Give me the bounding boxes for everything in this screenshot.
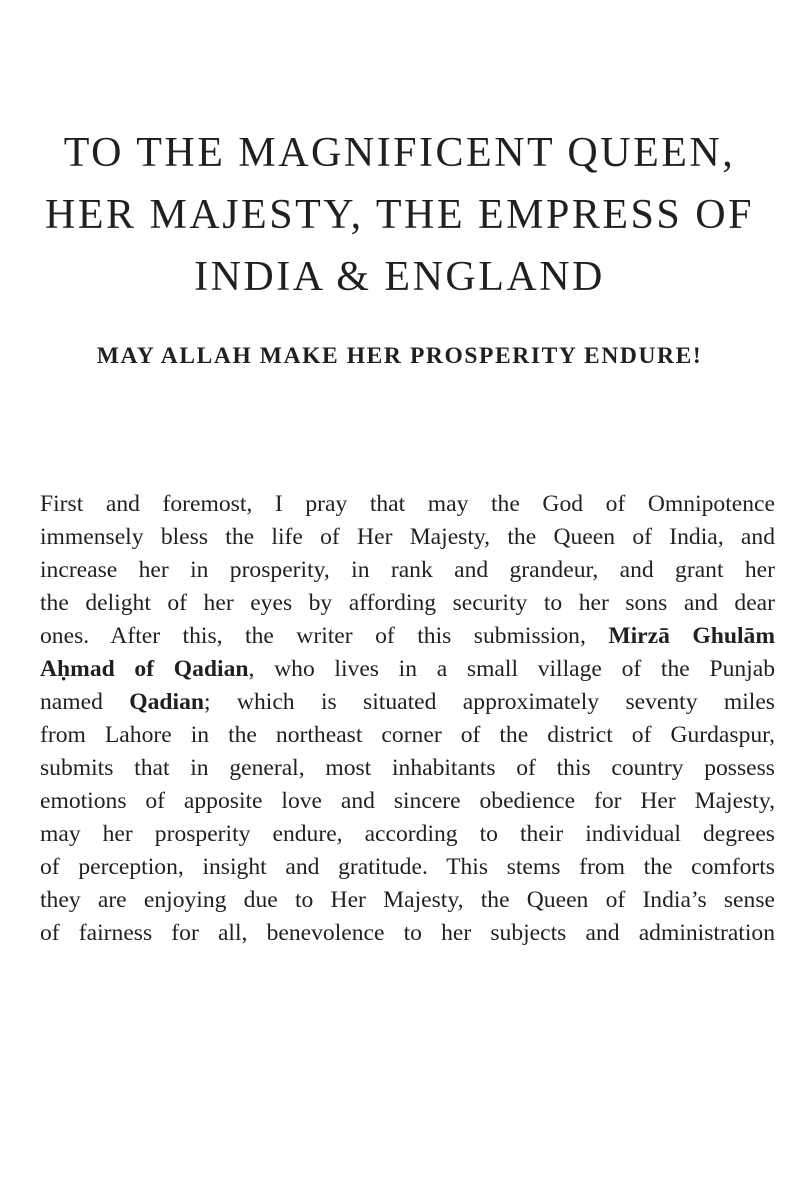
- body-line: [40, 818, 775, 851]
- author-name-bold: Mirzā Ghulām: [608, 623, 775, 649]
- body-text-run: increase her in prosperity, in rank and grandeur, and grant her: [40, 557, 775, 583]
- body-line: [40, 686, 775, 719]
- title-line-2: HER MAJESTY, THE EMPRESS OF: [45, 192, 754, 238]
- page-title: [40, 122, 759, 308]
- author-name-bold: Aḥmad of Qadian: [40, 656, 249, 682]
- body-line: [40, 752, 775, 785]
- place-name-bold: Qadian: [129, 689, 205, 715]
- body-text-run: , who lives in a small village of the Punjab: [248, 656, 775, 682]
- body-text-run: ; which is situated approximately seventy miles: [204, 689, 775, 715]
- page-subtitle: MAY ALLAH MAKE HER PROSPERITY ENDURE!: [96, 343, 703, 369]
- body-text-run: the delight of her eyes by affording security to her sons and dear: [40, 590, 775, 616]
- body-text-run: submits that in general, most inhabitants of this country possess: [40, 755, 775, 781]
- title-line-1: TO THE MAGNIFICENT QUEEN,: [63, 130, 736, 176]
- body-line: [40, 917, 775, 950]
- body-text-run: may her prosperity endure, according to their individual degrees: [40, 821, 775, 847]
- body-paragraph: [40, 488, 775, 950]
- body-text-run: from Lahore in the northeast corner of the district of Gurdaspur,: [40, 722, 775, 748]
- body-text-run: ones. After this, the writer of this submission,: [40, 623, 609, 649]
- body-line: [40, 884, 775, 917]
- body-text-run: immensely bless the life of Her Majesty, the Queen of India, and: [40, 524, 775, 550]
- body-line: [40, 587, 775, 620]
- body-line: [40, 785, 775, 818]
- body-line: [40, 521, 775, 554]
- body-text-run: named: [40, 689, 130, 715]
- body-line: [40, 719, 775, 752]
- title-line-3: INDIA & ENGLAND: [194, 254, 605, 300]
- body-text-run: First and foremost, I pray that may the God of Omnipotence: [40, 491, 775, 517]
- body-line: [40, 851, 775, 884]
- body-text-run: of fairness for all, benevolence to her subjects and administration: [40, 920, 775, 946]
- body-line: [40, 653, 775, 686]
- body-text-run: they are enjoying due to Her Majesty, the Queen of India’s sense: [40, 887, 775, 913]
- body-line: [40, 488, 775, 521]
- body-text-run: of perception, insight and gratitude. This stems from the comforts: [40, 854, 775, 880]
- body-line: [40, 620, 775, 653]
- body-line: [40, 554, 775, 587]
- body-text-run: emotions of apposite love and sincere obedience for Her Majesty,: [40, 788, 775, 814]
